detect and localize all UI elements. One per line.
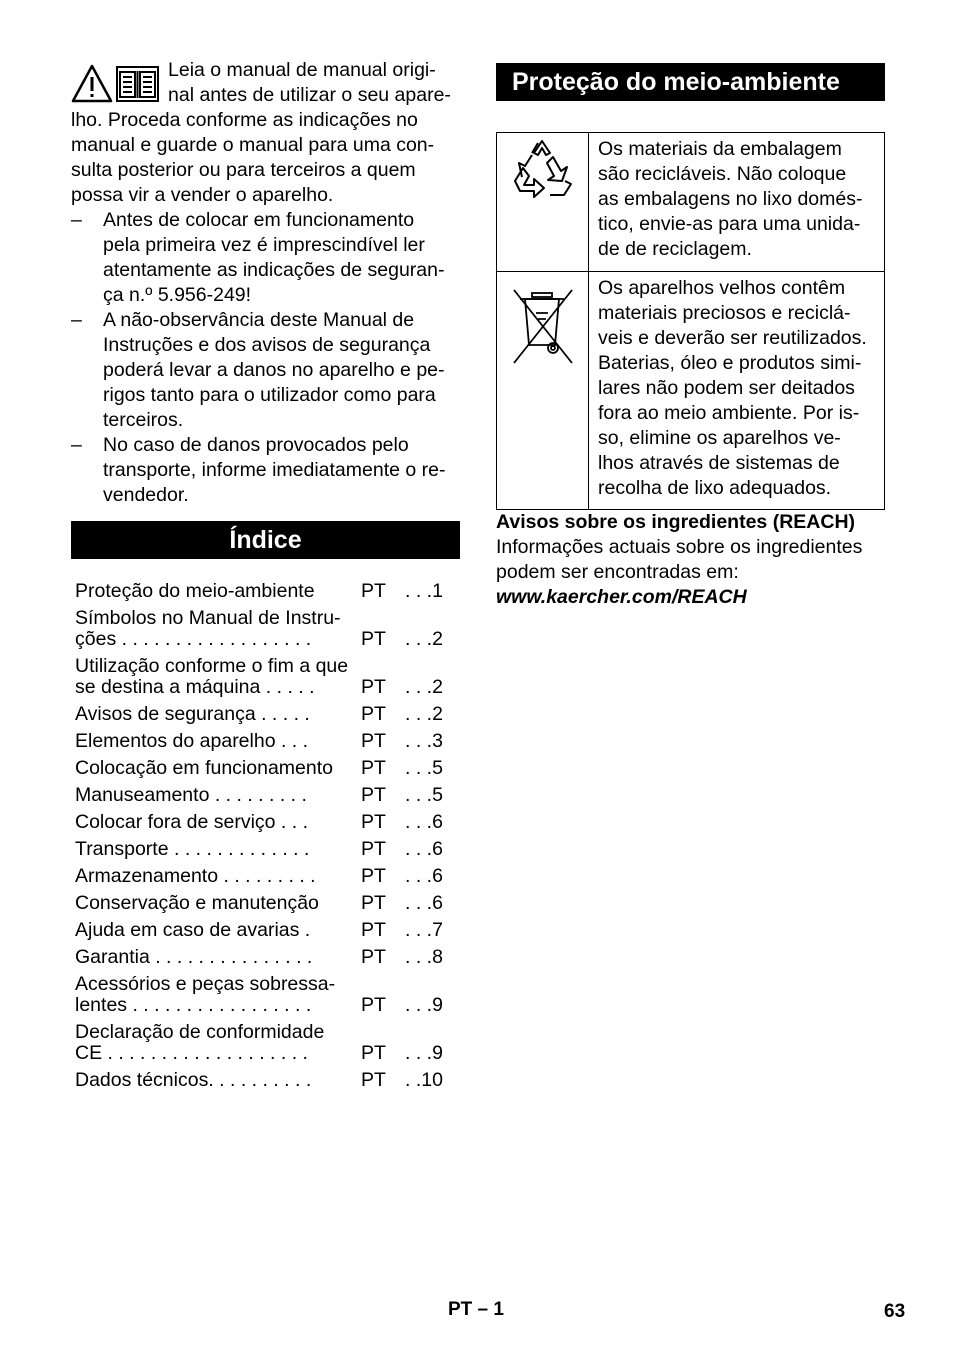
toc-entry-page: . . .2 [405, 703, 443, 725]
dash-bullet: – [71, 309, 82, 331]
toc-entry-title [71, 1064, 361, 1091]
toc-title-line: Declaração de conformidade [75, 1021, 325, 1043]
toc-title-line: CE . . . . . . . . . . . . . . . . . . . [75, 1042, 308, 1064]
toc-entry[interactable] [71, 725, 460, 752]
warning-line: transporte, informe imediatamente o re- [103, 459, 446, 481]
toc-entry-language: PT [361, 994, 386, 1016]
toc-entry[interactable] [71, 752, 460, 779]
footer-page-number: 63 [884, 1301, 906, 1322]
toc-entry-title [71, 575, 361, 602]
toc-entry-title [71, 833, 361, 860]
toc-title-line: lentes . . . . . . . . . . . . . . . . . [75, 994, 312, 1016]
intro-line: possa vir a vender o aparelho. [71, 184, 334, 206]
toc-entry[interactable] [71, 698, 460, 725]
toc-title-line: Ajuda em caso de avarias . [75, 919, 311, 941]
icon-cell [497, 133, 589, 272]
toc-entry-page: . . .8 [405, 946, 443, 968]
toc-entry-page: . . .9 [405, 1042, 443, 1064]
toc-entry[interactable] [71, 968, 460, 1016]
warning-line: No caso de danos provocados pelo [103, 434, 409, 456]
warning-line: poderá levar a danos no aparelho e pe- [103, 359, 445, 381]
environment-line: de de reciclagem. [598, 238, 752, 260]
toc-title-line: Transporte . . . . . . . . . . . . . [75, 838, 310, 860]
toc-title-line: Avisos de segurança . . . . . [75, 703, 310, 725]
toc-title-line: Acessórios e peças sobressa- [75, 973, 336, 995]
toc-entry-title [71, 806, 361, 833]
toc-entry-language: PT [361, 1042, 386, 1064]
toc-entry-language: PT [361, 676, 386, 698]
warning-triangle-icon [73, 66, 111, 101]
index-heading: Índice [71, 521, 460, 559]
toc-entry-title [71, 941, 361, 968]
footer-language-code: PT – 1 [448, 1299, 504, 1320]
toc-entry-page: . . .9 [405, 994, 443, 1016]
environment-line: lares não podem ser deitados [598, 377, 855, 399]
environment-line: são recicláveis. Não coloque [598, 163, 847, 185]
warning-line: A não-observância deste Manual de [103, 309, 415, 331]
environment-row [497, 133, 885, 272]
warning-line: rigos tanto para o utilizador como para [103, 384, 436, 406]
environment-line: as embalagens no lixo domés- [598, 188, 863, 210]
environment-row [497, 272, 885, 510]
toc-entry-page: . . .2 [405, 676, 443, 698]
toc-entry-page: . . .5 [405, 757, 443, 779]
environment-line: Baterias, óleo e produtos simi- [598, 352, 862, 374]
dash-bullet: – [71, 209, 82, 231]
open-book-icon [117, 67, 158, 101]
warning-item [71, 208, 460, 308]
right-column [496, 63, 885, 610]
crossed-bin-icon [498, 273, 587, 373]
intro-line: sulta posterior ou para terceiros a quem [71, 159, 416, 181]
toc-entry-title [71, 779, 361, 806]
toc-entry[interactable] [71, 941, 460, 968]
reach-line: Informações actuais sobre os ingredientes [496, 536, 863, 558]
toc-title-line: Colocar fora de serviço . . . [75, 811, 309, 833]
environment-line: veis e deverão ser reutilizados. [598, 327, 867, 349]
toc-entry-language: PT [361, 730, 386, 752]
text-cell [589, 133, 885, 272]
toc-entry-page: . . .2 [405, 628, 443, 650]
toc-entry-language: PT [361, 628, 386, 650]
environment-heading: Proteção do meio-ambiente [496, 63, 885, 101]
warning-line: ça n.º 5.956-249! [103, 284, 252, 306]
warning-list [71, 208, 460, 508]
toc-title-line: Elementos do aparelho . . . [75, 730, 309, 752]
toc-entry-language: PT [361, 811, 386, 833]
warning-line: Antes de colocar em funcionamento [103, 209, 415, 231]
toc-title-line: Proteção do meio-ambiente [75, 580, 315, 602]
environment-line: lhos através de sistemas de [598, 452, 840, 474]
toc-entry-title [71, 968, 361, 1016]
toc-entry-language: PT [361, 865, 386, 887]
toc-entry-language: PT [361, 892, 386, 914]
warning-and-manual-icons [71, 64, 161, 104]
toc-title-line: Conservação e manutenção [75, 892, 319, 914]
toc-entry-page: . . .1 [405, 580, 443, 602]
toc-entry-language: PT [361, 919, 386, 941]
toc-entry-page: . . .6 [405, 838, 443, 860]
toc-entry-title [71, 1016, 361, 1064]
toc-entry[interactable] [71, 575, 460, 602]
intro-paragraph [71, 58, 460, 208]
toc-entry-page: . . .6 [405, 892, 443, 914]
intro-line: Leia o manual de manual origi- [168, 59, 436, 81]
toc-entry[interactable] [71, 833, 460, 860]
intro-line: nal antes de utilizar o seu apare- [168, 84, 451, 106]
toc-title-line: Dados técnicos. . . . . . . . . . [75, 1069, 312, 1091]
intro-line: manual e guarde o manual para uma con- [71, 134, 435, 156]
toc-entry-title [71, 752, 361, 779]
environment-line: Os materiais da embalagem [598, 138, 842, 160]
reach-title: Avisos sobre os ingredientes (REACH) [496, 511, 856, 533]
toc-title-line: se destina a máquina . . . . . [75, 676, 315, 698]
warning-item [71, 308, 460, 433]
environment-line: so, elimine os aparelhos ve- [598, 427, 841, 449]
toc-title-line: Garantia . . . . . . . . . . . . . . . [75, 946, 313, 968]
warning-line: vendedor. [103, 484, 189, 506]
environment-table [496, 132, 885, 510]
toc-entry-language: PT [361, 1069, 386, 1091]
toc-entry[interactable] [71, 1064, 460, 1091]
recycling-icon [498, 134, 587, 214]
toc-title-line: Utilização conforme o fim a que [75, 655, 349, 677]
toc-entry-title [71, 860, 361, 887]
toc-entry-title [71, 887, 361, 914]
toc-entry[interactable] [71, 806, 460, 833]
toc-entry-language: PT [361, 838, 386, 860]
environment-line: fora ao meio ambiente. Por is- [598, 402, 860, 424]
icon-cell [497, 272, 589, 510]
toc-entry-title [71, 698, 361, 725]
toc-entry-title [71, 725, 361, 752]
warning-line: atentamente as indicações de seguran- [103, 259, 445, 281]
toc-entry[interactable] [71, 779, 460, 806]
toc-entry-title [71, 914, 361, 941]
toc-title-line: Símbolos no Manual de Instru- [75, 607, 341, 629]
toc-entry-language: PT [361, 946, 386, 968]
toc-entry-page: . . .3 [405, 730, 443, 752]
dash-bullet: – [71, 434, 82, 456]
toc-entry[interactable] [71, 887, 460, 914]
toc-entry[interactable] [71, 650, 460, 698]
environment-line: recolha de lixo adequados. [598, 477, 832, 499]
toc-entry-page: . .10 [405, 1069, 443, 1091]
environment-line: materiais preciosos e reciclá- [598, 302, 851, 324]
toc-entry[interactable] [71, 1016, 460, 1064]
toc-entry-page: . . .6 [405, 811, 443, 833]
warning-line: pela primeira vez é imprescindível ler [103, 234, 425, 256]
text-cell [589, 272, 885, 510]
environment-line: Os aparelhos velhos contêm [598, 277, 846, 299]
toc-entry-language: PT [361, 757, 386, 779]
toc-entry-title [71, 650, 361, 698]
toc-title-line: Manuseamento . . . . . . . . . [75, 784, 307, 806]
toc-entry-page: . . .7 [405, 919, 443, 941]
toc-title-line: ções . . . . . . . . . . . . . . . . . . [75, 628, 312, 650]
toc-entry-page: . . .5 [405, 784, 443, 806]
toc-entry-page: . . .6 [405, 865, 443, 887]
reach-url-link[interactable]: www.kaercher.com/REACH [496, 586, 747, 608]
toc-entry[interactable] [71, 914, 460, 941]
toc-entry-language: PT [361, 580, 386, 602]
toc-entry[interactable] [71, 860, 460, 887]
warning-line: Instruções e dos avisos de segurança [103, 334, 431, 356]
intro-line: lho. Proceda conforme as indicações no [71, 109, 418, 131]
warning-line: terceiros. [103, 409, 184, 431]
toc-title-line: Armazenamento . . . . . . . . . [75, 865, 316, 887]
warning-item [71, 433, 460, 508]
toc-entry-title [71, 602, 361, 650]
environment-line: tico, envie-as para uma unida- [598, 213, 861, 235]
toc-title-line: Colocação em funcionamento [75, 757, 333, 779]
left-column [71, 58, 460, 1091]
toc-entry-language: PT [361, 703, 386, 725]
reach-line: podem ser encontradas em: [496, 561, 739, 583]
toc-entry[interactable] [71, 602, 460, 650]
toc-entry-language: PT [361, 784, 386, 806]
table-of-contents [71, 575, 460, 1091]
